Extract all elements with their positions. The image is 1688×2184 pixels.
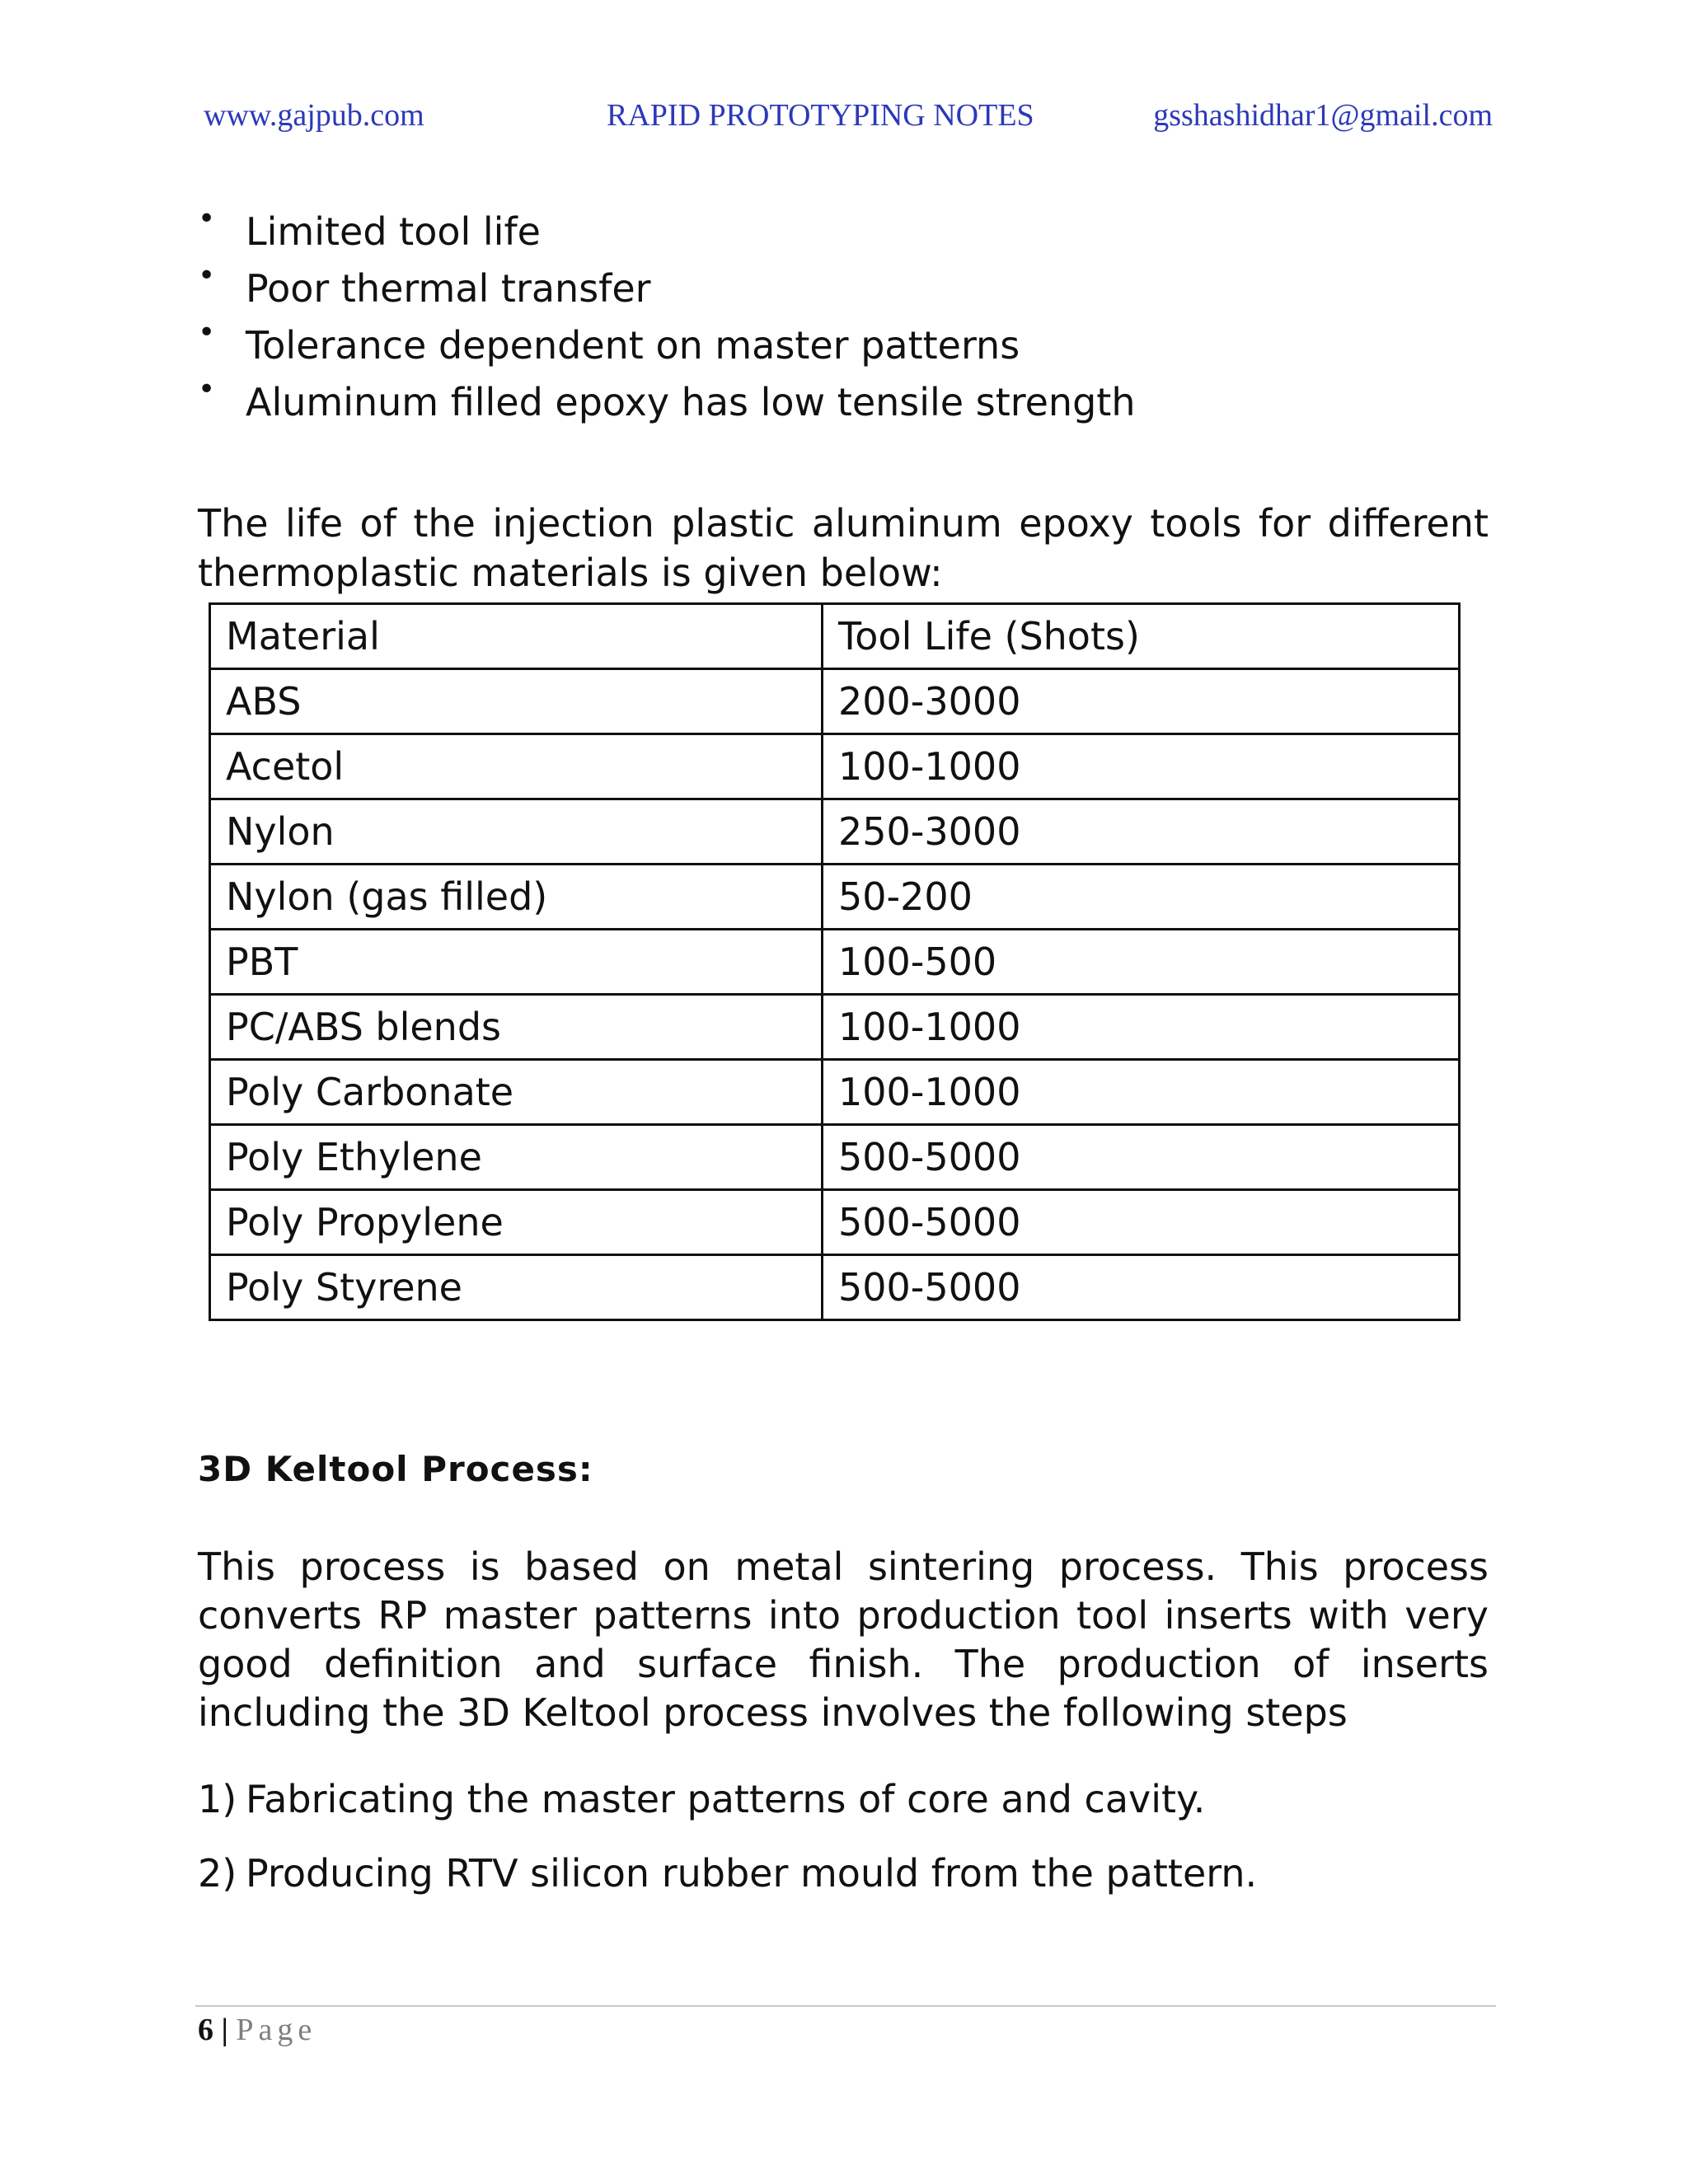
tool-life-cell: 50-200 [823,865,1460,930]
material-cell: Poly Propylene [210,1190,823,1255]
material-cell: Poly Styrene [210,1255,823,1320]
bullet-icon: • [198,202,216,236]
list-item-text: Aluminum filled epoxy has low tensile strength [246,380,1136,424]
material-cell: PC/ABS blends [210,995,823,1060]
table-row [210,799,1460,865]
tool-life-cell: 100-500 [823,930,1460,995]
table-row [210,734,1460,799]
material-cell: Nylon [210,799,823,865]
table-row [210,930,1460,995]
footer-divider [195,2005,1496,2007]
material-cell: ABS [210,669,823,734]
header-website: www.gajpub.com [204,98,424,133]
material-cell: Poly Carbonate [210,1060,823,1125]
list-item [198,375,1484,432]
material-cell: Acetol [210,734,823,799]
bullet-icon: • [198,316,216,349]
tool-life-cell: 500-5000 [823,1255,1460,1320]
tool-life-cell: 100-1000 [823,734,1460,799]
list-item [198,204,1484,261]
material-cell: Poly Ethylene [210,1125,823,1190]
table-header-row [210,604,1460,669]
footer-separator: | [221,2013,228,2047]
column-header-material: Material [210,604,823,669]
material-cell: PBT [210,930,823,995]
tool-life-cell: 500-5000 [823,1125,1460,1190]
step-number: 2) [198,1851,237,1896]
disadvantages-list [198,204,1484,432]
step-number: 1) [198,1777,237,1821]
list-item [198,1849,1489,1923]
tool-life-cell: 250-3000 [823,799,1460,865]
intro-paragraph: The life of the injection plastic aluminum epoxy tools for different thermoplastic materials is given below: [198,501,1489,595]
page-footer [198,2009,316,2050]
list-item-text: Tolerance dependent on master patterns [246,323,1020,368]
table-row [210,1190,1460,1255]
column-header-tool-life: Tool Life (Shots) [823,604,1460,669]
section-paragraph: This process is based on metal sintering process. This process converts RP master patterns into production tool inserts with very good definition and surface finish. The production of inserts including the 3D Keltool process involves the following steps [198,1544,1489,1735]
list-item-text: Limited tool life [246,209,541,254]
header-email: gsshashidhar1@gmail.com [1153,98,1493,133]
steps-list [198,1774,1489,1923]
page-header [0,97,1688,138]
table-row [210,1060,1460,1125]
table-row [210,669,1460,734]
step-text: Producing RTV silicon rubber mould from the pattern. [246,1851,1258,1896]
list-item [198,261,1484,318]
tool-life-cell: 100-1000 [823,1060,1460,1125]
page-number: 6 [198,2013,213,2047]
bullet-icon: • [198,259,216,293]
list-item [198,318,1484,375]
tool-life-cell: 500-5000 [823,1190,1460,1255]
table-row [210,865,1460,930]
table-row [210,1255,1460,1320]
table-row [210,995,1460,1060]
footer-page-label: Page [236,2013,317,2047]
tool-life-table [209,602,1461,1321]
list-item [198,1774,1489,1849]
section-heading: 3D Keltool Process: [198,1449,593,1489]
tool-life-cell: 200-3000 [823,669,1460,734]
tool-life-cell: 100-1000 [823,995,1460,1060]
header-title: RAPID PROTOTYPING NOTES [607,98,1034,133]
step-text: Fabricating the master patterns of core and cavity. [246,1777,1206,1821]
list-item-text: Poor thermal transfer [246,266,651,311]
table-row [210,1125,1460,1190]
bullet-icon: • [198,373,216,406]
material-cell: Nylon (gas filled) [210,865,823,930]
